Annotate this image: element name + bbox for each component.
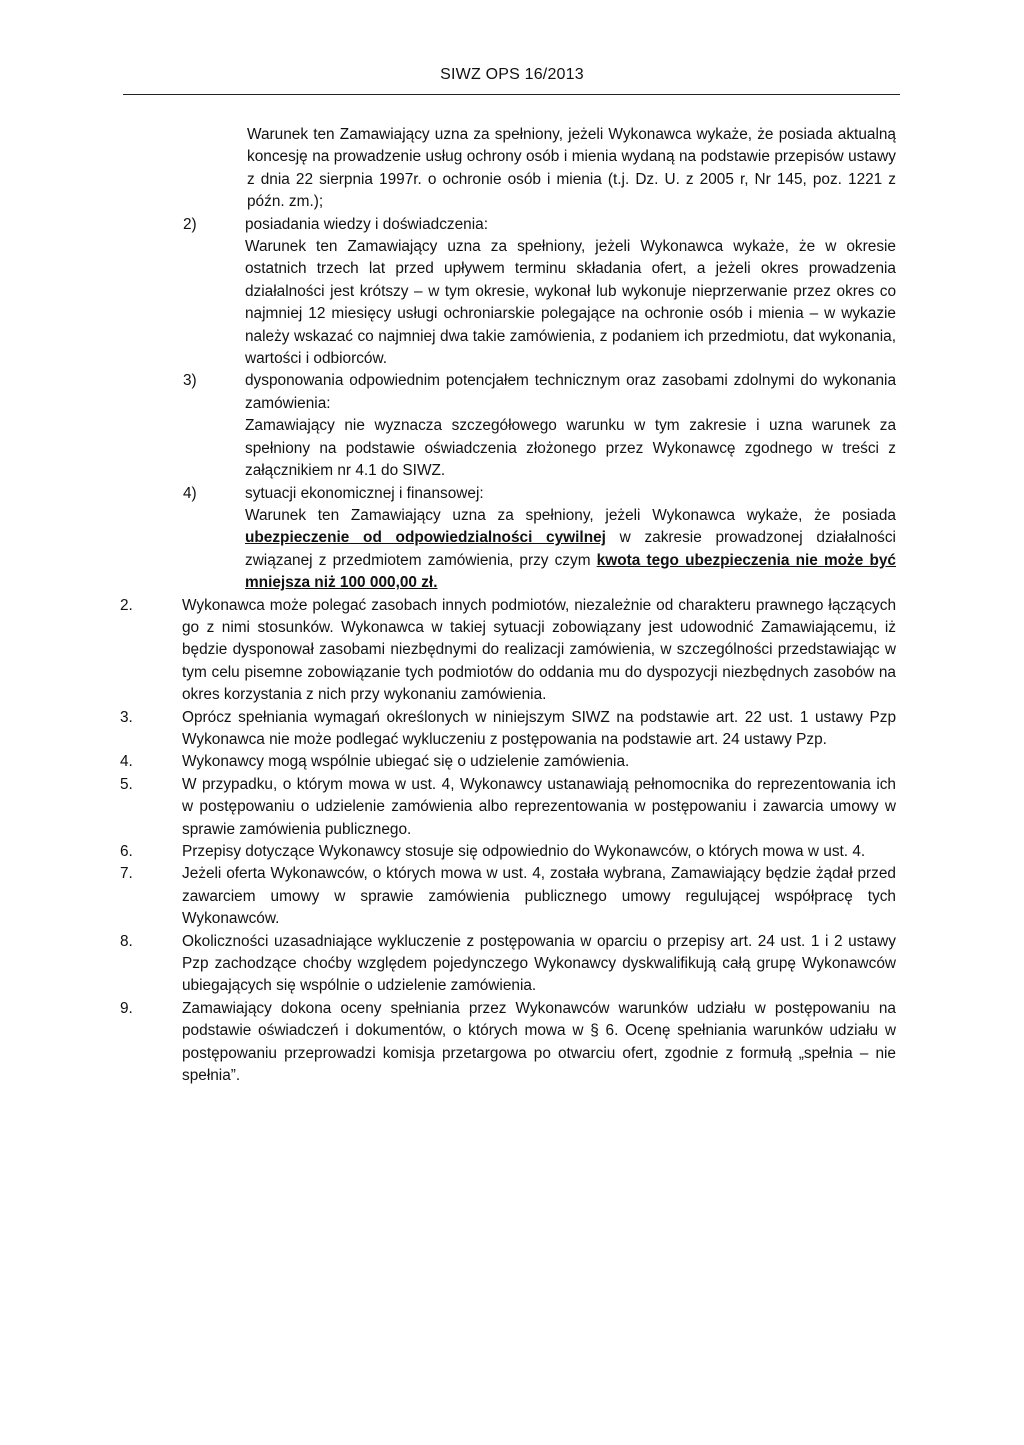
condition-content <box>245 370 896 482</box>
clause-9 <box>120 998 896 1088</box>
insurance-emphasis: ubezpieczenie od odpowiedzialności cywilnej <box>245 529 606 547</box>
clause-number: 2. <box>120 596 133 614</box>
condition-text <box>245 505 896 595</box>
clause-number: 4. <box>120 753 133 771</box>
clause-number: 6. <box>120 843 133 860</box>
condition-title: sytuacji ekonomicznej i finansowej: <box>245 484 484 502</box>
document-body <box>120 124 896 1087</box>
condition-4 <box>120 483 896 595</box>
clause-text: Wykonawca może polegać zasobach innych podmiotów, niezależnie od charakteru prawnego łączących go z nimi stosunków. Wykonawca w takiej sytuacji zobowiązany jest udowodnić Zamawiającemu, iż będzie dysponował zasobami niezbędnymi do realizacji zamówienia, w szczególności przedstawiając w tym celu pisemne zobowiązanie tych podmiotów do oddania mu do dyspozycji niezbędnych zasobów na okres korzystania z nich przy wykonaniu zamówienia. <box>182 596 896 704</box>
condition-text-part: Warunek ten Zamawiający uzna za spełniony, jeżeli Wykonawca wykaże, że posiada <box>245 506 896 524</box>
condition-title: posiadania wiedzy i doświadczenia: <box>245 215 488 233</box>
clause-text: Oprócz spełniania wymagań określonych w niniejszym SIWZ na podstawie art. 22 ust. 1 ustawy Pzp Wykonawca nie może podlegać wykluczeniu z postępowania na podstawie art. 24 ustawy Pzp. <box>182 708 896 748</box>
clause-number: 7. <box>120 865 133 883</box>
condition-title: dysponowania odpowiednim potencjałem technicznym oraz zasobami zdolnymi do wykonania zamówienia: <box>245 372 896 412</box>
insurance-amount-emphasis: kwota tego ubezpieczenia nie może być mniejsza niż 100 000,00 zł. <box>245 551 896 592</box>
clause-text: W przypadku, o którym mowa w ust. 4, Wykonawcy ustanawiają pełnomocnika do reprezentowania ich w postępowaniu o udzielenie zamówienia albo reprezentowania w postępowaniu i zawarcia umowy w sprawie zamówienia publicznego. <box>182 775 896 838</box>
condition-content <box>245 214 896 371</box>
clause-text: Przepisy dotyczące Wykonawcy stosuje się odpowiednio do Wykonawców, o których mowa w ust. 4. <box>182 843 866 860</box>
clause-number: 5. <box>120 775 133 793</box>
clause-text: Jeżeli oferta Wykonawców, o których mowa w ust. 4, została wybrana, Zamawiający będzie żądał przed zawarciem umowy w sprawie zamówienia publicznego umowy regulującej współpracę tych Wykonawców. <box>182 865 896 928</box>
clause-3 <box>120 707 896 752</box>
clause-5 <box>120 774 896 841</box>
condition-text-part: w zakresie prowadzonej działalności związanej z przedmiotem zamówienia, przy czym <box>245 529 896 569</box>
header-divider <box>123 94 900 95</box>
clause-4 <box>120 751 896 773</box>
page-header: SIWZ OPS 16/2013 <box>440 66 584 83</box>
clause-6 <box>120 841 896 863</box>
condition-number: 2) <box>183 215 197 233</box>
condition-text: Warunek ten Zamawiający uzna za spełniony, jeżeli Wykonawca wykaże, że w okresie ostatnich trzech lat przed upływem terminu składania ofert, a jeżeli okres prowadzenia działalności jest krótszy – w tym okresie, wykonał lub wykonuje nieprzerwanie przez okres co najmniej 12 miesięcy usługi ochroniarskie polegające na ochronie osób i mienia – w wykazie należy wskazać co najmniej dwa takie zamówienia, z podaniem ich przedmiotu, dat wykonania, wartości i odbiorców. <box>245 238 896 368</box>
condition-content <box>245 483 896 595</box>
clause-text: Wykonawcy mogą wspólnie ubiegać się o udzielenie zamówienia. <box>182 753 630 771</box>
clause-7 <box>120 863 896 930</box>
clause-8 <box>120 931 896 998</box>
clause-2 <box>120 595 896 707</box>
clause-text: Okoliczności uzasadniające wykluczenie z postępowania w oparciu o przepisy art. 24 ust. 1 i 2 ustawy Pzp zachodzące choćby względem pojedynczego Wykonawcy dyskwalifikują całą grupę Wykonawców ubiegających się wspólnie o udzielenie zamówienia. <box>182 932 896 995</box>
clause-number: 3. <box>120 708 133 726</box>
condition-text: Zamawiający nie wyznacza szczegółowego warunku w tym zakresie i uzna warunek za spełniony na podstawie oświadczenia złożonego przez Wykonawcę zgodnego w treści z załącznikiem nr 4.1 do SIWZ. <box>245 417 896 480</box>
condition-number: 3) <box>183 372 197 390</box>
condition-number: 4) <box>183 484 197 502</box>
clause-text: Zamawiający dokona oceny spełniania przez Wykonawców warunków udziału w postępowaniu na podstawie oświadczeń i dokumentów, o których mowa w § 6. Ocenę spełniania warunków udziału w postępowaniu przeprowadzi komisja przetargowa po otwarciu ofert, zgodnie z formułą „spełnia – nie spełnia”. <box>182 999 896 1085</box>
condition-2 <box>120 214 896 371</box>
clause-number: 9. <box>120 999 133 1017</box>
intro-paragraph: Warunek ten Zamawiający uzna za spełniony, jeżeli Wykonawca wykaże, że posiada aktualną koncesję na prowadzenie usług ochrony osób i mienia wydaną na podstawie przepisów ustawy z dnia 22 sierpnia 1997r. o ochronie osób i mienia (t.j. Dz. U. z 2005 r, Nr 145, poz. 1221 z późn. zm.); <box>247 126 896 211</box>
clause-number: 8. <box>120 932 133 950</box>
condition-3 <box>120 370 896 482</box>
